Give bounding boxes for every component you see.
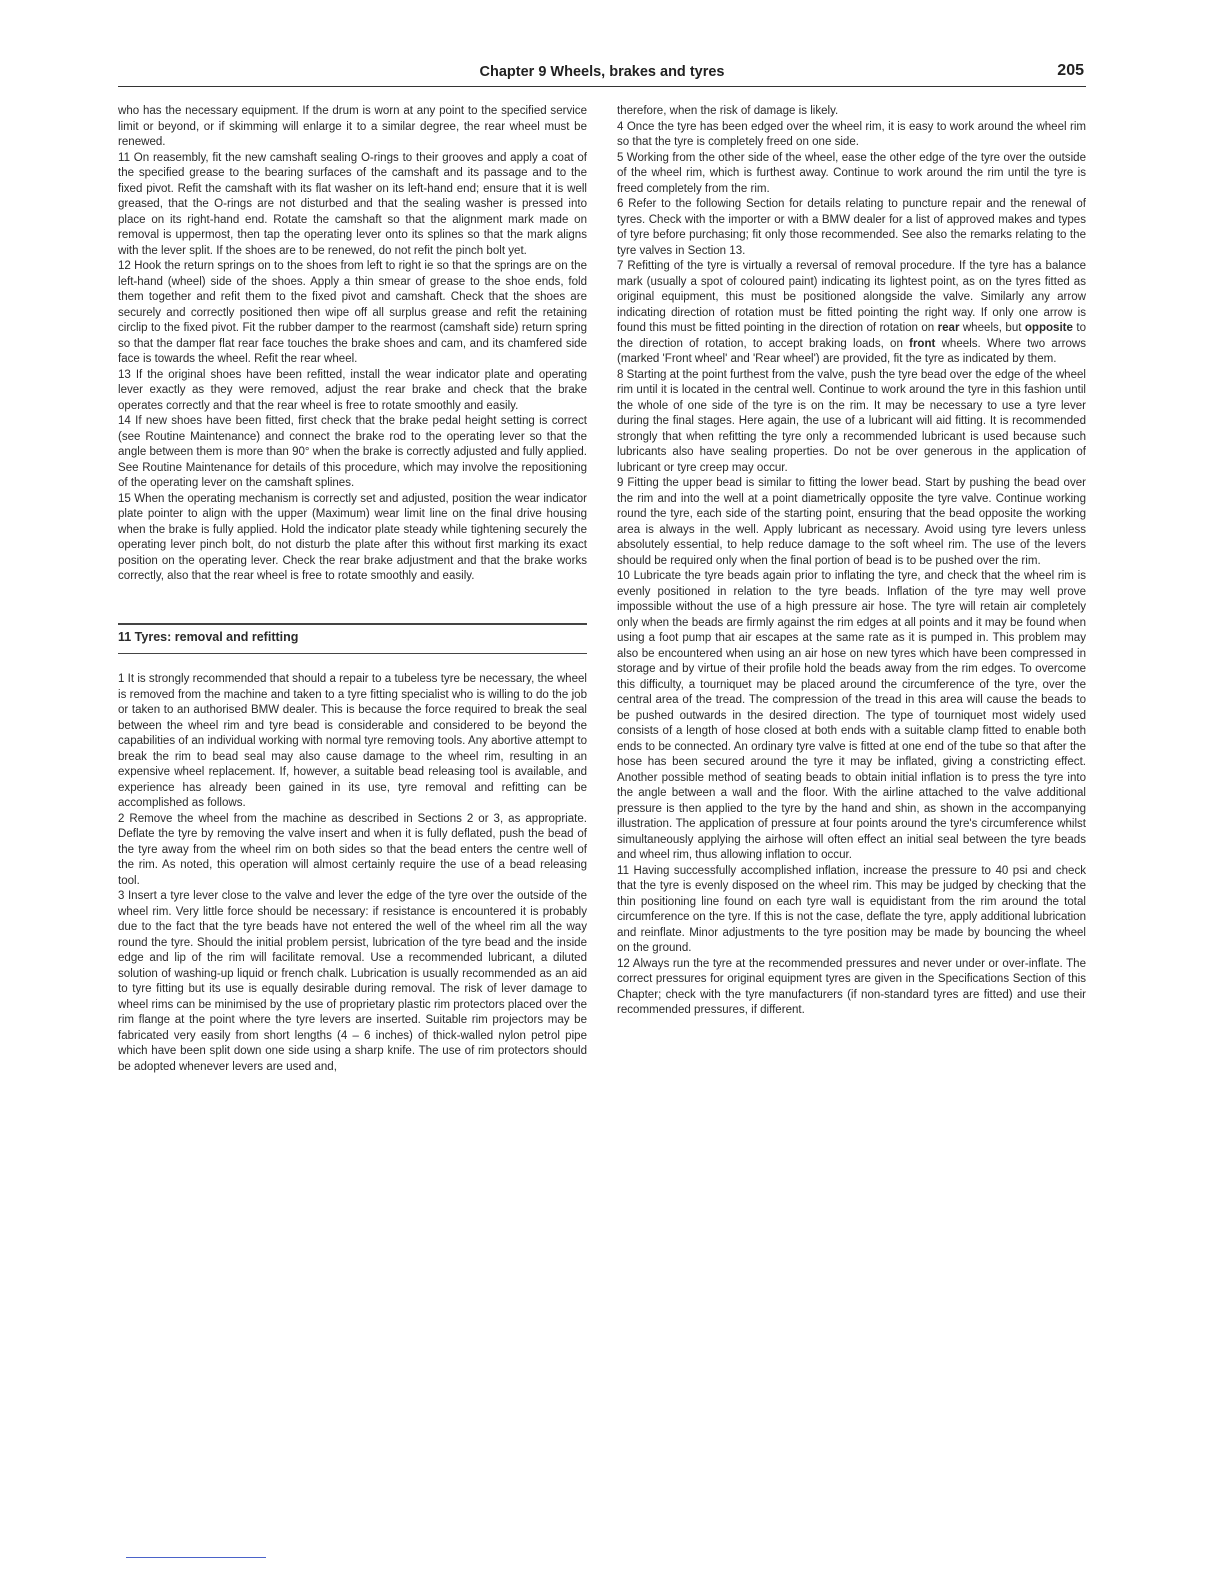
paragraph: 14 If new shoes have been fitted, first check that the brake pedal height setting is correct (see Routine Maintenance) and connect the brake rod to the operating lever so that the angle between them is more than 90° when the brake is correctly adjusted and fully applied. See Routine Maintenance for details of this procedure, which may involve the repositioning of the operating lever on the camshaft splines. [118,415,587,489]
bold-text: rear [937,322,960,334]
paragraph: 12 Hook the return springs on to the shoes from left to right ie so that the springs are on the left-hand (wheel) side of the shoes. Apply a thin smear of grease to the shoe ends, fold them together and refit them to the fixed pivot and camshaft. Check that the shoes are securely and correctly positioned then wipe off all surplus grease and refit the retaining circlip to the fixed pivot. Fit the rubber damper to the rearmost (camshaft side) return spring so that the damper flat rear face touches the brake shoes and cam, and its chamfered side face is towards the wheel. Refit the rear wheel. [118,260,587,365]
paragraph: 8 Starting at the point furthest from the valve, push the tyre bead over the edge of the wheel rim until it is located in the central well. Continue to work around the tyre in this fashion until the whole of one side of the tyre is on the rim. It may be necessary to use a tyre lever during the final stages. Here again, the use of a lubricant will aid fitting. It is recommended strongly that when refitting the tyre only a recommended lubricant is used because such lubricants also have sealing properties. Do not be over generous in the application of lubricant or tyre creep may occur. [617,368,1086,474]
chapter-title: Chapter 9 Wheels, brakes and tyres [479,64,725,80]
paragraph: 9 Fitting the upper bead is similar to fitting the lower bead. Start by pushing the bead over the rim and into the well at a point diametrically opposite the tyre valve. Continue working round the tyre, each side of the starting point, ensuring that the bead opposite the working area is always in the well. Apply lubricant as necessary. Avoid using tyre levers unless absolutely essential, to help reduce damage to the soft wheel rim. The use of the levers should be required only when the final portion of bead is to be pushed over the rim. [617,477,1086,567]
header-rule [118,86,1086,87]
paragraph: 4 Once the tyre has been edged over the wheel rim, it is easy to work around the wheel rim so that the tyre is completely freed on one side. [617,120,1086,148]
text-run: to the direction of rotation, to accept braking loads, on [617,322,1086,350]
paragraph: 5 Working from the other side of the wheel, ease the other edge of the tyre over the outside of the wheel rim, which is furthest away. Continue to work around the rim until the tyre is freed completely from the rim. [617,151,1086,195]
text-run: wheels, but [959,322,1025,334]
paragraph: 13 If the original shoes have been refitted, install the wear indicator plate and operating lever exactly as they were removed, adjust the rear brake and check that the brake operates correctly and that the rear wheel is free to rotate smoothly and easily. [118,368,587,412]
paragraph: 11 Having successfully accomplished inflation, increase the pressure to 40 psi and check that the tyre is evenly disposed on the wheel rim. This may be judged by checking that the thin positioning line found on each tyre wall is equidistant from the rim around the total circumference on the tyre. If this is not the case, deflate the tyre, apply additional lubrication and reinflate. Minor adjustments to the tyre position may be made by bouncing the wheel on the ground. [617,864,1086,954]
paragraph: 11 On reasembly, fit the new camshaft sealing O-rings to their grooves and apply a coat of the specified grease to the bearing surfaces of the camshaft and its passage and to the fixed pivot. Refit the camshaft with its flat washer on its left-hand end; ensure that it is well greased, that the O-rings are not disturbed and that the sealing washer is pressed into place on its right-hand end. Rotate the camshaft so that the alignment mark made on removal is uppermost, then tap the operating lever onto its splines so that the mark aligns with the lever split. If the shoes are to be renewed, do not refit the pinch bolt yet. [118,151,587,257]
paragraph: 6 Refer to the following Section for details relating to puncture repair and the renewal of tyres. Check with the importer or with a BMW dealer for a list of approved makes and types of tyre before purchasing; fit only those recommended. See also the remarks relating to the tyre valves in Section 13. [617,198,1086,257]
bold-text: opposite [1024,322,1073,334]
paragraph: who has the necessary equipment. If the drum is worn at any point to the specified service limit or beyond, or if skimming will enlarge it to a similar degree, the rear wheel must be renewed. [118,105,587,148]
right-column [617,104,1086,1019]
footer-line [126,1557,266,1558]
paragraph: 15 When the operating mechanism is correctly set and adjusted, position the wear indicator plate pointer to align with the upper (Maximum) wear limit line on the final drive housing when the brake is fully applied. Hold the indicator plate steady while tightening securely the operating lever pinch bolt, do not disturb the plate after this without first marking its exact position on the operating lever. Check the rear brake adjustment and that the brake works correctly, also that the rear wheel is free to rotate smoothly and easily. [118,492,587,582]
section-heading: 11 Tyres: removal and refitting [118,629,299,644]
paragraph: 2 Remove the wheel from the machine as described in Sections 2 or 3, as appropriate. Deflate the tyre by removing the valve insert and when it is fully deflated, push the bead of the tyre away from the wheel rim on both sides so that the bead enters the centre well of the rim. As noted, this operation will almost certainly require the use of a bead releasing tool. [118,812,587,887]
bold-text: front [909,337,936,350]
paragraph: 12 Always run the tyre at the recommended pressures and never under or over-inflate. The correct pressures for original equipment tyres are given in the Specifications Section of this Chapter; check with the tyre manufacturers (if non-standard tyres are fitted) and use their recommended pressures, if different. [617,957,1086,1016]
page-number: 205 [1057,62,1084,79]
paragraph: 3 Insert a tyre lever close to the valve and lever the edge of the tyre over the outside of the wheel rim. Very little force should be necessary: if resistance is encountered it is probably due to the fact that the tyre beads have not entered the well of the wheel rim all the way round the tyre. Should the initial problem persist, lubrication of the tyre bead and the inside edge and lip of the rim will facilitate removal. Use a recommended lubricant, a diluted solution of washing-up liquid or french chalk. Lubrication is usually recommended as an aid to tyre fitting but its use is equally desirable during removal. The risk of lever damage to wheel rims can be minimised by the use of proprietary plastic rim protectors placed over the rim flange at the point where the tyre levers are inserted. Suitable rim projectors may be fabricated very easily from short lengths (4 – 6 inches) of thick-walled nylon petrol pipe which have been split down one side using a sharp knife. The use of rim protectors should be adopted whenever levers are used and, [118,890,587,1073]
paragraph: 1 It is strongly recommended that should a repair to a tubeless tyre be necessary, the wheel is removed from the machine and taken to a tyre fitting specialist who is willing to do the job or taken to an authorised BMW dealer. This is because the force required to break the seal between the wheel rim and tyre bead is considerable and considered to be beyond the capabilities of an individual working with normal tyre removing tools. Any abortive attempt to break the rim to bead seal may also cause damage to the wheel rim, resulting in an expensive wheel replacement. If, however, a suitable bead releasing tool is available, and experience has already been gained in its use, tyre removal and refitting can be accomplished as follows. [118,673,587,809]
paragraph-7 [617,259,1086,368]
left-column [118,104,587,1075]
text-run: 7 Refitting of the tyre is virtually a reversal of removal procedure. If the tyre has a balance mark (usually a spot of coloured paint) indicating its lightest point, as on the tyres fitted as original equipment, this must be positioned alongside the valve. Similarly any arrow indicating direction of rotation must be fitted pointing the right way. If only one arrow is found this must be fitted pointing in the direction of rotation on [617,260,1086,334]
paragraph: therefore, when the risk of damage is likely. [617,105,839,117]
text-run: wheels. Where two arrows (marked 'Front wheel' and 'Rear wheel') are provided, fit the tyre as indicated by them. [617,337,1086,365]
paragraph: 10 Lubricate the tyre beads again prior to inflating the tyre, and check that the wheel rim is evenly positioned in relation to the tyre beads. Inflation of the tyre may well prove impossible without the use of a high pressure air hose. The tyre will retain air completely only when the beads are firmly against the rim edges at all points and it may be found when using a foot pump that air escapes at the same rate as it is pumped in. This problem may also be encountered when using an air hose on new tyres which have been compressed in storage and by virtue of their profile hold the beads away from the rim edges. To overcome this difficulty, a tourniquet may be placed around the circumference of the tyre, over the central area of the tread. The compression of the tread in this area will cause the beads to be pushed outwards in the desired direction. The type of tourniquet most widely used consists of a length of hose closed at both ends with a suitable clamp fitted to enable both ends to be connected. An ordinary tyre valve is fitted at one end of the tube so that after the hose has been secured around the tyre it may be inflated, giving a constricting effect. Another possible method of seating beads to obtain initial inflation is to press the tyre into the angle between a wall and the floor. With the airline attached to the valve additional pressure is then applied to the tyre by the hand and shin, as shown in the accompanying illustration. The application of pressure at four points around the tyre's circumference whilst simultaneously applying the airhose will often effect an initial seal between the tyre beads and wheel rim, thus allowing inflation to occur. [617,570,1086,861]
section-heading-box [118,623,587,655]
page-header [118,64,1086,86]
